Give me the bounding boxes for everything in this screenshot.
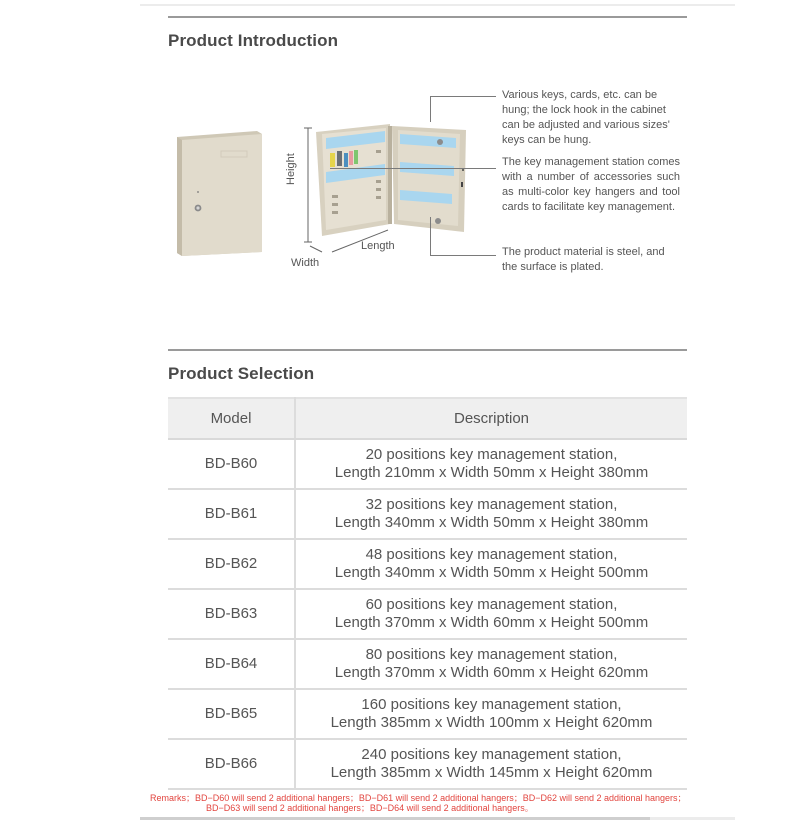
description-cell bbox=[295, 639, 687, 689]
model-cell: BD-B63 bbox=[168, 589, 295, 639]
column-header-description: Description bbox=[295, 398, 687, 439]
table-row bbox=[168, 489, 687, 539]
callout-1-leader-vertical bbox=[430, 96, 431, 122]
description-line-2: Length 370mm x Width 60mm x Height 620mm bbox=[334, 664, 649, 681]
table-row bbox=[168, 589, 687, 639]
description-line-1: 240 positions key management station, bbox=[361, 746, 622, 763]
model-cell: BD-B61 bbox=[168, 489, 295, 539]
description-cell bbox=[295, 539, 687, 589]
callout-3-leader-vertical bbox=[430, 217, 431, 255]
callout-accessories: The key management station comes with a number of accessories such as multi-color key hangers and tool cards to facilitate key management. bbox=[502, 156, 680, 213]
description-line-2: Length 370mm x Width 60mm x Height 500mm bbox=[334, 614, 649, 631]
callout-2-leader bbox=[330, 168, 496, 169]
top-divider bbox=[140, 4, 735, 6]
description-cell bbox=[295, 439, 687, 489]
description-cell bbox=[295, 489, 687, 539]
description-line-2: Length 385mm x Width 145mm x Height 620mm bbox=[330, 764, 653, 781]
width-label: Width bbox=[291, 257, 320, 269]
table-row bbox=[168, 689, 687, 739]
description-line-1: 32 positions key management station, bbox=[365, 496, 618, 513]
table-row bbox=[168, 639, 687, 689]
remarks-line-1: Remarks；BD−D60 will send 2 additional hangers；BD−D61 will send 2 additional hangers；BD−D62 will send 2 additional hangers； bbox=[150, 793, 687, 803]
description-line-2: Length 340mm x Width 50mm x Height 500mm bbox=[334, 564, 649, 581]
description-line-2: Length 385mm x Width 100mm x Height 620mm bbox=[330, 714, 653, 731]
intro-title: Product Introduction bbox=[168, 31, 339, 50]
model-cell: BD-B66 bbox=[168, 739, 295, 789]
column-header-model: Model bbox=[168, 398, 295, 439]
model-cell: BD-B65 bbox=[168, 689, 295, 739]
table-row bbox=[168, 439, 687, 489]
closed-cabinet-image bbox=[173, 131, 262, 256]
selection-title: Product Selection bbox=[168, 364, 315, 383]
length-label: Length bbox=[361, 240, 395, 252]
description-line-1: 160 positions key management station, bbox=[361, 696, 622, 713]
description-line-1: 60 positions key management station, bbox=[365, 596, 618, 613]
model-cell: BD-B62 bbox=[168, 539, 295, 589]
description-cell bbox=[295, 739, 687, 789]
remarks-line-2: BD−D63 will send 2 additional hangers；BD−D64 will send 2 additional hangers。 bbox=[206, 803, 534, 813]
table-header-row bbox=[168, 398, 687, 439]
description-line-2: Length 340mm x Width 50mm x Height 380mm bbox=[334, 514, 649, 531]
callout-1-leader bbox=[430, 96, 496, 97]
height-label: Height bbox=[285, 153, 297, 185]
selection-section-rule bbox=[168, 349, 687, 351]
model-cell: BD-B60 bbox=[168, 439, 295, 489]
table-row bbox=[168, 539, 687, 589]
table-row bbox=[168, 739, 687, 789]
remarks-note bbox=[150, 793, 710, 813]
product-selection-table bbox=[168, 397, 687, 790]
callout-key-hanging: Various keys, cards, etc. can be hung; the lock hook in the cabinet can be adjusted and various sizes' keys can be hung. bbox=[502, 89, 670, 146]
callout-material: The product material is steel, and the surface is plated. bbox=[502, 246, 665, 273]
description-line-2: Length 210mm x Width 50mm x Height 380mm bbox=[334, 464, 649, 481]
description-line-1: 20 positions key management station, bbox=[365, 446, 618, 463]
description-line-1: 48 positions key management station, bbox=[365, 546, 618, 563]
intro-section-rule bbox=[168, 16, 687, 18]
model-cell: BD-B64 bbox=[168, 639, 295, 689]
description-cell bbox=[295, 689, 687, 739]
description-cell bbox=[295, 589, 687, 639]
description-line-1: 80 positions key management station, bbox=[365, 646, 618, 663]
callout-3-leader bbox=[430, 255, 496, 256]
